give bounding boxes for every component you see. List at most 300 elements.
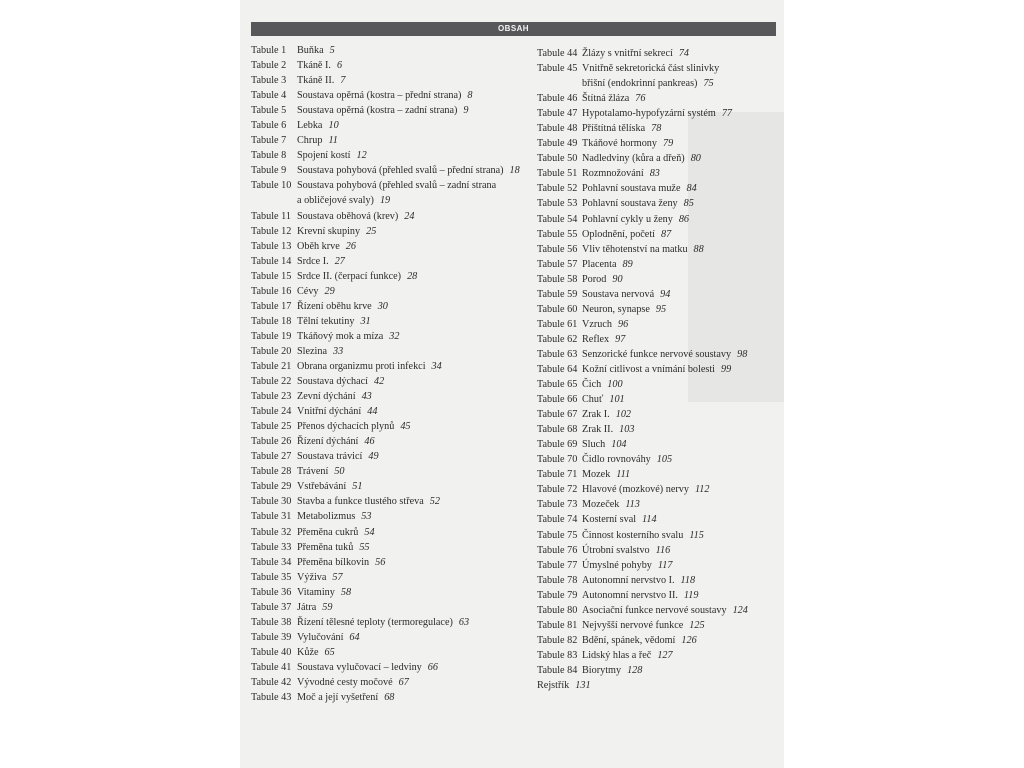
toc-entry bbox=[537, 528, 777, 543]
toc-entry bbox=[251, 163, 533, 178]
toc-entry-title bbox=[297, 404, 533, 419]
toc-entry bbox=[537, 392, 777, 407]
toc-entry-number: Tabule 72 bbox=[537, 484, 578, 496]
toc-entry bbox=[537, 287, 777, 302]
toc-entry-page: 76 bbox=[635, 93, 646, 105]
toc-entry-title bbox=[297, 224, 533, 239]
toc-entry bbox=[537, 437, 777, 452]
toc-entry-number: Tabule 59 bbox=[537, 288, 578, 300]
toc-entry-page: 86 bbox=[678, 213, 690, 225]
toc-entry-page: 34 bbox=[431, 360, 442, 372]
toc-entry-number: Tabule 82 bbox=[537, 634, 578, 646]
toc-entry-title bbox=[297, 449, 533, 464]
toc-entry-title-line: Přeměna tuků bbox=[297, 541, 354, 553]
toc-entry-number: Tabule 22 bbox=[251, 376, 292, 388]
toc-entry-page: 53 bbox=[361, 511, 372, 523]
toc-entry-title-line: Žlázy s vnitřní sekrecí bbox=[582, 48, 673, 59]
toc-entry-title bbox=[582, 347, 777, 362]
toc-entry-title-line: Čich bbox=[582, 379, 602, 391]
toc-entry-page: 78 bbox=[651, 123, 662, 135]
toc-entry bbox=[537, 648, 777, 663]
toc-entry-title bbox=[297, 509, 533, 524]
toc-entry bbox=[251, 329, 533, 344]
toc-entry-number: Tabule 30 bbox=[251, 496, 292, 508]
toc-entry-page: 56 bbox=[375, 556, 386, 568]
toc-entry-page: 5 bbox=[329, 45, 335, 56]
toc-entry-title bbox=[582, 212, 777, 227]
toc-entry bbox=[537, 106, 777, 121]
toc-entry-number: Tabule 62 bbox=[537, 333, 578, 345]
toc-entry-title-line: Soustava trávicí bbox=[297, 451, 363, 463]
toc-entry-title bbox=[297, 464, 533, 479]
toc-entry-number: Tabule 39 bbox=[251, 631, 292, 643]
toc-entry-title-line: Soustava opěrná (kostra – přední strana) bbox=[297, 90, 462, 102]
toc-entry-title-line: Porod bbox=[582, 273, 607, 285]
toc-entry-title-line: Trávení bbox=[297, 466, 329, 478]
toc-entry-title bbox=[582, 543, 777, 558]
toc-entry-number: Tabule 42 bbox=[251, 676, 292, 688]
toc-entry-title-line: Vzruch bbox=[582, 318, 612, 330]
toc-entry-title bbox=[297, 359, 533, 374]
toc-entry-number: Tabule 65 bbox=[537, 379, 578, 391]
toc-entry-title bbox=[582, 151, 777, 166]
toc-entry-title-line: Útrobní svalstvo bbox=[582, 544, 650, 556]
toc-entry-title-line: Nejvyšší nervové funkce bbox=[582, 619, 684, 631]
toc-entry bbox=[251, 449, 533, 464]
toc-entry-title-line: Lidský hlas a řeč bbox=[582, 649, 652, 661]
toc-entry bbox=[537, 678, 777, 693]
toc-entry-title bbox=[297, 600, 533, 615]
toc-entry-page: 113 bbox=[625, 499, 640, 511]
toc-entry-title-line: Výživa bbox=[297, 571, 327, 583]
toc-entry-title bbox=[582, 377, 777, 392]
toc-entry-title-line: Vývodné cesty močové bbox=[297, 676, 393, 688]
toc-entry-number: Tabule 37 bbox=[251, 601, 292, 613]
toc-entry-title-line: Stavba a funkce tlustého střeva bbox=[297, 496, 424, 508]
toc-entry-title-line: Obrana organizmu proti infekci bbox=[297, 360, 426, 372]
toc-entry-title bbox=[582, 317, 777, 332]
toc-entry-page: 27 bbox=[334, 255, 345, 267]
toc-entry bbox=[251, 103, 533, 118]
toc-entry-title-line: Zrak II. bbox=[582, 424, 614, 436]
toc-entry-page: 42 bbox=[374, 376, 385, 388]
toc-entry-number: Tabule 15 bbox=[251, 270, 292, 282]
toc-entry bbox=[537, 603, 777, 618]
toc-entry-title-line: Vylučování bbox=[297, 631, 344, 643]
toc-entry-title-line: Oplodnění, početí bbox=[582, 228, 655, 240]
toc-entry-title bbox=[297, 419, 533, 434]
toc-entry-page: 50 bbox=[334, 466, 345, 478]
toc-entry-title-line: Placenta bbox=[582, 258, 617, 270]
toc-entry-number: Tabule 76 bbox=[537, 544, 578, 556]
toc-entry-title-line: Mozek bbox=[582, 469, 611, 481]
toc-entry-number: Tabule 34 bbox=[251, 556, 292, 568]
toc-entry-number: Tabule 64 bbox=[537, 363, 578, 375]
toc-entry bbox=[251, 389, 533, 404]
toc-entry-title-line: Chuť bbox=[582, 394, 604, 406]
toc-entry-title-line: Tkáně II. bbox=[297, 75, 335, 87]
toc-entry-number: Tabule 56 bbox=[537, 243, 578, 255]
toc-entry-number: Tabule 81 bbox=[537, 619, 578, 631]
toc-entry-page: 55 bbox=[359, 541, 370, 553]
toc-entry-page: 9 bbox=[463, 105, 469, 117]
toc-entry-title bbox=[582, 407, 777, 422]
toc-entry-page: 89 bbox=[622, 258, 633, 270]
toc-entry-title-line: Řízení tělesné teploty (termoregulace) bbox=[297, 616, 453, 628]
toc-entry-page: 65 bbox=[324, 646, 335, 658]
toc-entry-title bbox=[297, 209, 533, 224]
toc-entry-number: Tabule 48 bbox=[537, 123, 578, 135]
toc-entry bbox=[251, 254, 533, 269]
toc-entry-page: 51 bbox=[352, 481, 363, 493]
toc-entry-title-line: Hypotalamo-hypofyzární systém bbox=[582, 108, 716, 120]
toc-entry-title bbox=[297, 690, 533, 705]
toc-entry-number: Tabule 54 bbox=[537, 213, 578, 225]
toc-entry-number: Tabule 25 bbox=[251, 421, 292, 433]
toc-entry-page: 43 bbox=[361, 391, 372, 403]
toc-entry bbox=[251, 148, 533, 163]
toc-entry-page: 6 bbox=[336, 60, 343, 72]
toc-entry bbox=[251, 314, 533, 329]
toc-entry-title bbox=[582, 603, 777, 618]
toc-entry-title-line: Slezina bbox=[297, 345, 327, 357]
toc-entry-number: Tabule 18 bbox=[251, 315, 292, 327]
toc-entry-page: 103 bbox=[619, 424, 635, 436]
toc-entry-title-line: Řízení oběhu krve bbox=[297, 300, 372, 312]
toc-entry bbox=[251, 359, 533, 374]
toc-entry bbox=[251, 690, 533, 705]
toc-entry-title-line: Čidlo rovnováhy bbox=[582, 454, 651, 466]
toc-entry-title bbox=[582, 422, 777, 437]
toc-entry-title bbox=[582, 272, 777, 287]
toc-entry-page: 8 bbox=[467, 90, 473, 102]
toc-entry-title-line: Soustava vylučovací – ledviny bbox=[297, 661, 422, 673]
toc-entry-number: Tabule 16 bbox=[251, 285, 292, 297]
toc-entry-title-line: Přenos dýchacích plynů bbox=[297, 421, 395, 433]
toc-entry-title-line: Zevní dýchání bbox=[297, 391, 356, 403]
toc-entry bbox=[251, 675, 533, 690]
toc-entry-number: Tabule 52 bbox=[537, 183, 578, 195]
toc-entry-title-line: Vitaminy bbox=[297, 586, 335, 598]
toc-entry-title bbox=[582, 558, 777, 573]
toc-entry bbox=[251, 224, 533, 239]
toc-entry-page: 31 bbox=[360, 315, 371, 327]
toc-entry-title-line: Cévy bbox=[297, 285, 319, 297]
toc-entry-page: 59 bbox=[322, 601, 333, 613]
toc-entry-page: 96 bbox=[617, 318, 629, 330]
toc-entry bbox=[251, 540, 533, 555]
toc-entry-title bbox=[582, 497, 777, 512]
toc-entry-title bbox=[297, 540, 533, 555]
toc-entry bbox=[251, 88, 533, 103]
toc-entry-title-line: Úmyslné pohyby bbox=[582, 559, 652, 571]
toc-entry-title bbox=[297, 329, 533, 344]
toc-entry-page: 74 bbox=[678, 48, 689, 59]
toc-entry-number: Tabule 20 bbox=[251, 345, 292, 357]
contents-header: OBSAH bbox=[251, 22, 776, 36]
toc-entry-title bbox=[582, 467, 777, 482]
toc-entry-page: 30 bbox=[377, 300, 388, 312]
toc-entry-number: Tabule 66 bbox=[537, 394, 578, 406]
toc-entry-title-line: Soustava dýchací bbox=[297, 376, 369, 388]
toc-entry-title bbox=[297, 585, 533, 600]
toc-entry-page: 28 bbox=[407, 270, 418, 282]
toc-entry-title-line: Autonomní nervstvo I. bbox=[582, 574, 675, 586]
toc-entry-page: 118 bbox=[680, 574, 696, 586]
toc-entry bbox=[537, 588, 777, 603]
toc-entry-title bbox=[297, 133, 533, 148]
toc-entry-page: 54 bbox=[364, 526, 375, 538]
toc-entry-page: 119 bbox=[683, 589, 699, 601]
toc-entry-number: Tabule 83 bbox=[537, 649, 578, 661]
toc-entry-page: 95 bbox=[655, 303, 667, 315]
toc-entry-number: Tabule 71 bbox=[537, 469, 578, 481]
toc-entry-page: 77 bbox=[721, 108, 733, 120]
toc-entry-page: 131 bbox=[575, 679, 591, 691]
toc-entry bbox=[537, 181, 777, 196]
toc-entry-title bbox=[582, 136, 777, 151]
toc-entry-title-line: Hlavové (mozkové) nervy bbox=[582, 484, 689, 496]
toc-entry bbox=[251, 555, 533, 570]
toc-entry-title bbox=[582, 242, 777, 257]
toc-entry-title bbox=[582, 121, 777, 136]
toc-entry-number: Tabule 7 bbox=[251, 135, 287, 147]
toc-entry-page: 58 bbox=[340, 586, 352, 598]
toc-entry bbox=[537, 272, 777, 287]
toc-entry-title bbox=[582, 61, 777, 91]
toc-entry-number: Tabule 19 bbox=[251, 330, 292, 342]
toc-entry-title bbox=[297, 344, 533, 359]
toc-entry-title-line: Bdění, spánek, vědomí bbox=[582, 634, 676, 646]
toc-entry-number: Tabule 2 bbox=[251, 60, 287, 72]
toc-entry-page: 46 bbox=[364, 436, 375, 448]
toc-entry-number: Tabule 12 bbox=[251, 225, 292, 237]
toc-entry-number: Tabule 78 bbox=[537, 574, 578, 586]
toc-entry-number: Tabule 28 bbox=[251, 466, 292, 478]
toc-entry-title bbox=[297, 675, 533, 690]
toc-entry-title bbox=[582, 452, 777, 467]
toc-entry bbox=[251, 479, 533, 494]
toc-entry-title-line: Tkáňový mok a míza bbox=[297, 330, 384, 342]
toc-entry-title-line: Kožní citlivost a vnímání bolesti bbox=[582, 363, 715, 375]
toc-entry-number: Tabule 35 bbox=[251, 571, 292, 583]
toc-column-right bbox=[537, 46, 777, 693]
toc-entry-title-line: Rejstřík bbox=[537, 679, 570, 691]
toc-entry-title bbox=[582, 648, 777, 663]
toc-entry bbox=[251, 73, 533, 88]
toc-entry bbox=[537, 618, 777, 633]
toc-entry-title-line: Pohlavní soustava muže bbox=[582, 183, 681, 195]
toc-entry-title bbox=[297, 284, 533, 299]
toc-entry-page: 18 bbox=[509, 165, 520, 177]
toc-entry-title bbox=[582, 633, 777, 648]
toc-entry bbox=[537, 573, 777, 588]
toc-entry-page: 44 bbox=[367, 406, 378, 418]
toc-entry-title bbox=[297, 58, 533, 73]
toc-entry-title bbox=[582, 181, 777, 196]
toc-entry bbox=[537, 136, 777, 151]
toc-entry-page: 124 bbox=[732, 604, 748, 616]
toc-entry-page: 101 bbox=[609, 394, 625, 406]
toc-entry bbox=[251, 344, 533, 359]
toc-entry-number: Tabule 38 bbox=[251, 616, 292, 628]
toc-entry-number: Tabule 14 bbox=[251, 255, 292, 267]
toc-entry-title-line: Krevní skupiny bbox=[297, 225, 361, 237]
toc-entry-title-line: Tkáně I. bbox=[297, 60, 331, 72]
toc-entry-title bbox=[297, 88, 533, 103]
toc-entry-number: Tabule 80 bbox=[537, 604, 578, 616]
toc-entry-page: 52 bbox=[429, 496, 440, 508]
toc-entry-title bbox=[582, 362, 777, 377]
toc-entry-title bbox=[582, 392, 777, 407]
toc-entry-number: Tabule 13 bbox=[251, 240, 292, 252]
toc-entry bbox=[251, 434, 533, 449]
toc-entry-page: 83 bbox=[649, 168, 660, 180]
toc-entry-page: 98 bbox=[737, 348, 748, 360]
toc-entry-title-line: Pohlavní cykly u ženy bbox=[582, 213, 673, 225]
toc-entry-number: Tabule 70 bbox=[537, 454, 578, 466]
toc-entry-title bbox=[297, 163, 533, 178]
toc-entry bbox=[251, 509, 533, 524]
toc-entry-title-line: Soustava opěrná (kostra – zadní strana) bbox=[297, 105, 458, 117]
toc-entry-title-line: Tělní tekutiny bbox=[297, 315, 355, 327]
toc-entry-page: 19 bbox=[379, 195, 391, 207]
toc-entry-title-line: Neuron, synapse bbox=[582, 303, 650, 315]
toc-entry-page: 29 bbox=[324, 285, 335, 297]
toc-entry-title-line: Srdce II. (čerpací funkce) bbox=[297, 270, 402, 282]
toc-entry bbox=[251, 464, 533, 479]
toc-entry bbox=[537, 317, 777, 332]
toc-entry-number: Tabule 8 bbox=[251, 150, 287, 162]
toc-entry-page: 7 bbox=[340, 75, 346, 87]
toc-entry-title-line: Sluch bbox=[582, 439, 606, 451]
toc-entry-title-line: Srdce I. bbox=[297, 255, 329, 267]
toc-entry bbox=[537, 452, 777, 467]
toc-entry-page: 128 bbox=[627, 664, 643, 676]
toc-entry-number: Tabule 84 bbox=[537, 664, 578, 676]
toc-entry-number: Tabule 61 bbox=[537, 318, 578, 330]
toc-entry-page: 114 bbox=[642, 514, 657, 526]
toc-entry-title-line: Játra bbox=[297, 601, 317, 613]
toc-entry bbox=[251, 585, 533, 600]
toc-entry bbox=[537, 196, 777, 211]
toc-entry bbox=[251, 419, 533, 434]
toc-entry-number: Tabule 32 bbox=[251, 526, 292, 538]
toc-entry-title bbox=[297, 118, 533, 133]
toc-entry bbox=[537, 407, 777, 422]
toc-entry-title-line: Zrak I. bbox=[582, 409, 610, 421]
toc-entry bbox=[537, 633, 777, 648]
toc-entry bbox=[251, 178, 533, 208]
toc-entry-number: Tabule 79 bbox=[537, 589, 578, 601]
toc-entry-title-line: Senzorické funkce nervové soustavy bbox=[582, 348, 732, 360]
toc-entry-title-line: Činnost kosterního svalu bbox=[582, 529, 684, 541]
toc-entry-title bbox=[582, 196, 777, 211]
toc-entry bbox=[537, 362, 777, 377]
toc-entry-title-line: Reflex bbox=[582, 333, 610, 345]
toc-entry-title bbox=[297, 660, 533, 675]
toc-entry-page: 126 bbox=[681, 634, 697, 646]
toc-entry-page: 25 bbox=[366, 225, 377, 237]
toc-entry bbox=[251, 58, 533, 73]
toc-entry-page: 97 bbox=[615, 333, 626, 345]
toc-entry bbox=[537, 512, 777, 527]
toc-entry-number: Tabule 5 bbox=[251, 105, 287, 117]
toc-entry-title-line: Přeměna cukrů bbox=[297, 526, 359, 538]
toc-entry-page: 102 bbox=[615, 409, 631, 421]
toc-entry bbox=[251, 118, 533, 133]
toc-entry-title-line: Soustava pohybová (přehled svalů – zadní strana bbox=[297, 180, 497, 192]
toc-entry-number: Tabule 27 bbox=[251, 451, 292, 463]
toc-entry bbox=[537, 543, 777, 558]
toc-entry bbox=[537, 91, 777, 106]
toc-entry bbox=[537, 257, 777, 272]
toc-entry bbox=[537, 663, 777, 678]
toc-entry bbox=[537, 302, 777, 317]
toc-entry-page: 99 bbox=[721, 363, 732, 375]
toc-entry bbox=[537, 558, 777, 573]
toc-entry-page: 117 bbox=[657, 559, 673, 571]
toc-entry bbox=[251, 209, 533, 224]
toc-entry-page: 24 bbox=[404, 210, 415, 222]
toc-entry-title-line: Metabolizmus bbox=[297, 511, 356, 523]
toc-entry-title-line: Biorytmy bbox=[582, 664, 622, 676]
toc-entry-page: 68 bbox=[384, 692, 395, 704]
toc-entry-number: Tabule 3 bbox=[251, 75, 287, 87]
toc-entry-title bbox=[582, 91, 777, 106]
toc-entry-title bbox=[297, 178, 533, 208]
toc-entry-number: Tabule 68 bbox=[537, 424, 578, 436]
toc-entry-title-line: Autonomní nervstvo II. bbox=[582, 589, 678, 601]
toc-entry bbox=[537, 212, 777, 227]
toc-entry-title bbox=[582, 573, 777, 588]
toc-entry-title bbox=[297, 555, 533, 570]
toc-entry bbox=[251, 404, 533, 419]
toc-entry-number: Tabule 47 bbox=[537, 108, 578, 120]
toc-entry-page: 94 bbox=[660, 288, 671, 300]
toc-entry-number: Tabule 67 bbox=[537, 409, 578, 421]
toc-entry bbox=[537, 61, 777, 91]
toc-entry bbox=[251, 494, 533, 509]
toc-entry bbox=[251, 615, 533, 630]
toc-entry bbox=[251, 239, 533, 254]
toc-entry-number: Tabule 44 bbox=[537, 48, 578, 59]
toc-entry-number: Tabule 53 bbox=[537, 198, 578, 210]
toc-entry-number: Tabule 40 bbox=[251, 646, 292, 658]
toc-entry-page: 57 bbox=[332, 571, 343, 583]
toc-entry-number: Tabule 69 bbox=[537, 439, 578, 451]
toc-entry-title bbox=[297, 43, 533, 58]
toc-entry-title bbox=[582, 663, 777, 678]
toc-entry-number: Tabule 41 bbox=[251, 661, 292, 673]
toc-entry-title-line: Kosterní sval bbox=[582, 514, 637, 526]
toc-entry-title-line: Spojení kostí bbox=[297, 150, 351, 162]
toc-entry-number: Tabule 9 bbox=[251, 165, 287, 177]
toc-entry-number: Tabule 1 bbox=[251, 45, 287, 56]
toc-entry bbox=[251, 600, 533, 615]
toc-entry-page: 115 bbox=[689, 529, 704, 541]
toc-entry-number: Tabule 63 bbox=[537, 348, 578, 360]
toc-entry-title bbox=[297, 239, 533, 254]
toc-entry-title-line: Vstřebávání bbox=[297, 481, 347, 493]
toc-entry bbox=[537, 377, 777, 392]
toc-entry-page: 84 bbox=[686, 183, 697, 195]
toc-entry-title bbox=[297, 269, 533, 284]
toc-entry bbox=[251, 570, 533, 585]
toc-entry-number: Tabule 24 bbox=[251, 406, 292, 418]
toc-entry bbox=[537, 242, 777, 257]
toc-entry-title bbox=[297, 630, 533, 645]
